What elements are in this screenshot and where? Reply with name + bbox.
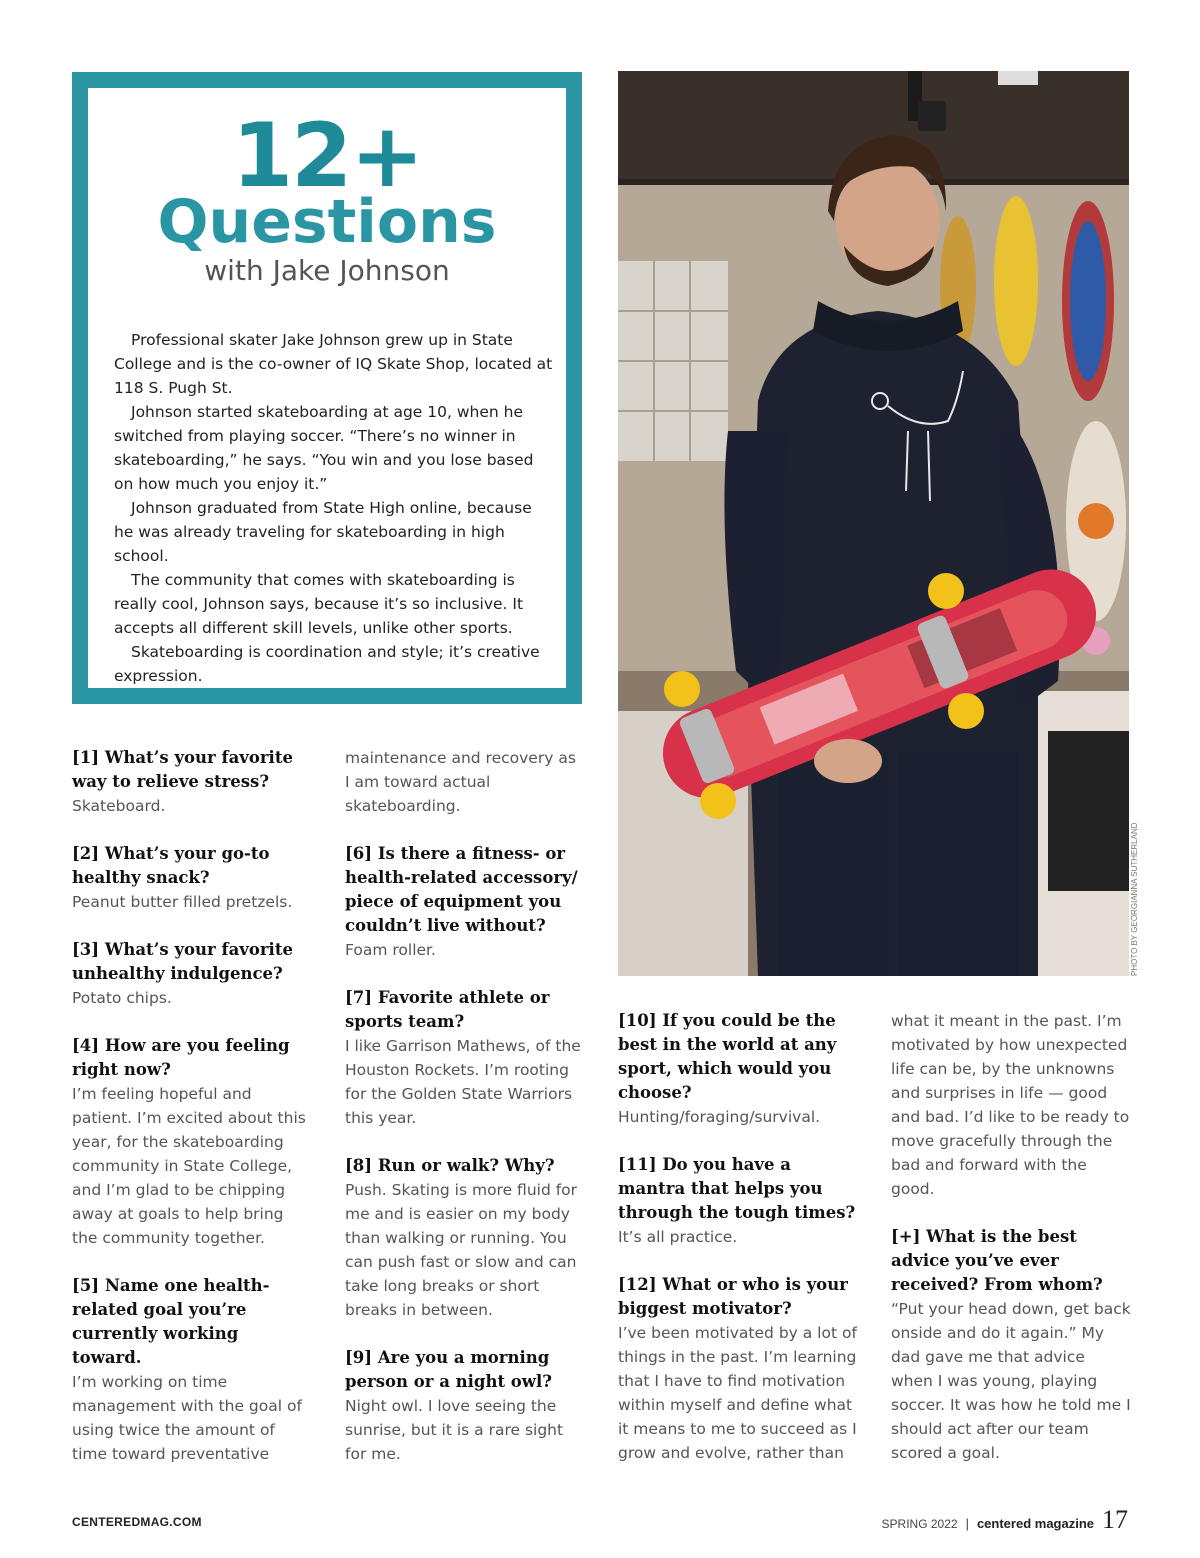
qa-item xyxy=(891,1225,1131,1465)
title-box-inner xyxy=(88,88,566,688)
answer: Peanut butter filled pretzels. xyxy=(72,893,293,911)
qa-column-1 xyxy=(72,746,312,1490)
photo-credit: PHOTO BY GEORGIANNA SUTHERLAND xyxy=(1130,822,1139,976)
answer: Push. Skating is more fluid for me and is easier on my body than walking or running. You can push fast or slow and can take long breaks or short breaks in between. xyxy=(345,1181,578,1319)
answer: I’ve been motivated by a lot of things in the past. I’m learning that I have to find motivation within myself and define what it means to me to succeed as I grow and evolve, rather than xyxy=(618,1324,857,1462)
intro-paragraph: The community that comes with skateboarding is really cool, Johnson says, because it’s so inclusive. It accepts all different skill levels, unlike other sports. xyxy=(114,571,524,637)
intro-paragraph: Johnson started skateboarding at age 10, when he switched from playing soccer. “There’s no winner in skateboarding,” he says. “You win and you lose based on how much you enjoy it.” xyxy=(114,403,534,493)
footer-separator: | xyxy=(965,1516,969,1531)
question: [5] Name one health-related goal you’re currently working toward. xyxy=(72,1276,270,1367)
question: [+] What is the best advice you’ve ever received? From whom? xyxy=(891,1227,1103,1294)
intro-paragraph: Professional skater Jake Johnson grew up in State College and is the co-owner of IQ Skate Shop, located at 118 S. Pugh St. xyxy=(114,331,553,397)
title-word: Questions xyxy=(157,187,497,257)
question: [11] Do you have a mantra that helps you through the tough times? xyxy=(618,1155,856,1222)
qa-column-3 xyxy=(618,1009,858,1489)
question: [12] What or who is your biggest motivator? xyxy=(618,1275,848,1318)
qa-item xyxy=(345,1154,585,1322)
qa-item xyxy=(72,842,312,914)
qa-item xyxy=(345,1346,585,1466)
answer: Hunting/foraging/survival. xyxy=(618,1108,821,1126)
answer: I’m feeling hopeful and patient. I’m excited about this year, for the skateboarding community in State College, and I’m glad to be chipping away at goals to help bring the community together. xyxy=(72,1085,306,1247)
qa-column-2 xyxy=(345,746,585,1490)
qa-item xyxy=(72,746,312,818)
answer-continuation: what it meant in the past. I’m motivated by how unexpected life can be, by the unknowns and surprises in life — good and bad. I’d like to be ready to move gracefully through the bad and forward with the good. xyxy=(891,1012,1130,1198)
portrait-photo xyxy=(618,71,1129,976)
question: [2] What’s your go-to healthy snack? xyxy=(72,844,270,887)
question: [6] Is there a fitness- or health-related accessory/ piece of equipment you couldn’t live without? xyxy=(345,844,578,935)
portrait-illustration xyxy=(618,71,1129,976)
answer: Skateboard. xyxy=(72,797,166,815)
qa-item xyxy=(345,842,585,962)
answer: “Put your head down, get back onside and do it again.” My dad gave me that advice when I was young, playing soccer. It was how he told me I should act after our team scored a goal. xyxy=(891,1300,1131,1462)
qa-item xyxy=(345,986,585,1130)
title-subtitle: with Jake Johnson xyxy=(204,254,450,287)
answer-continuation: maintenance and recovery as I am toward actual skateboarding. xyxy=(345,749,576,815)
question: [3] What’s your favorite unhealthy indulgence? xyxy=(72,940,293,983)
answer: I’m working on time management with the goal of using twice the amount of time toward preventative xyxy=(72,1373,302,1463)
footer-magazine-name: centered magazine xyxy=(976,1516,1094,1531)
intro-text xyxy=(114,328,554,688)
qa-column-4 xyxy=(891,1009,1131,1489)
intro-paragraph: Skateboarding is coordination and style; it’s creative expression. xyxy=(114,643,540,685)
page-number: 17 xyxy=(1102,1505,1128,1534)
answer: Foam roller. xyxy=(345,941,436,959)
question: [9] Are you a morning person or a night owl? xyxy=(345,1348,552,1391)
question: [8] Run or walk? Why? xyxy=(345,1156,555,1175)
intro-paragraph: Johnson graduated from State High online, because he was already traveling for skateboarding in high school. xyxy=(114,499,532,565)
answer: I like Garrison Mathews, of the Houston Rockets. I’m rooting for the Golden State Warriors this year. xyxy=(345,1037,581,1127)
title-box xyxy=(72,72,582,704)
footer-site: CENTEREDMAG.COM xyxy=(72,1515,202,1529)
answer: Night owl. I love seeing the sunrise, but it is a rare sight for me. xyxy=(345,1397,564,1463)
question: [1] What’s your favorite way to relieve stress? xyxy=(72,748,293,791)
qa-item xyxy=(618,1153,858,1249)
question: [7] Favorite athlete or sports team? xyxy=(345,988,550,1031)
answer: It’s all practice. xyxy=(618,1228,738,1246)
title-number: 12+ xyxy=(231,104,423,207)
qa-item xyxy=(618,1009,858,1129)
answer: Potato chips. xyxy=(72,989,172,1007)
qa-item xyxy=(618,1273,858,1465)
qa-item xyxy=(72,1034,312,1250)
footer-folio xyxy=(882,1505,1128,1535)
footer-season: SPRING 2022 xyxy=(881,1517,958,1531)
qa-item xyxy=(72,1274,312,1466)
qa-item xyxy=(72,938,312,1010)
question: [10] If you could be the best in the world at any sport, which would you choose? xyxy=(618,1011,837,1102)
question: [4] How are you feeling right now? xyxy=(72,1036,290,1079)
